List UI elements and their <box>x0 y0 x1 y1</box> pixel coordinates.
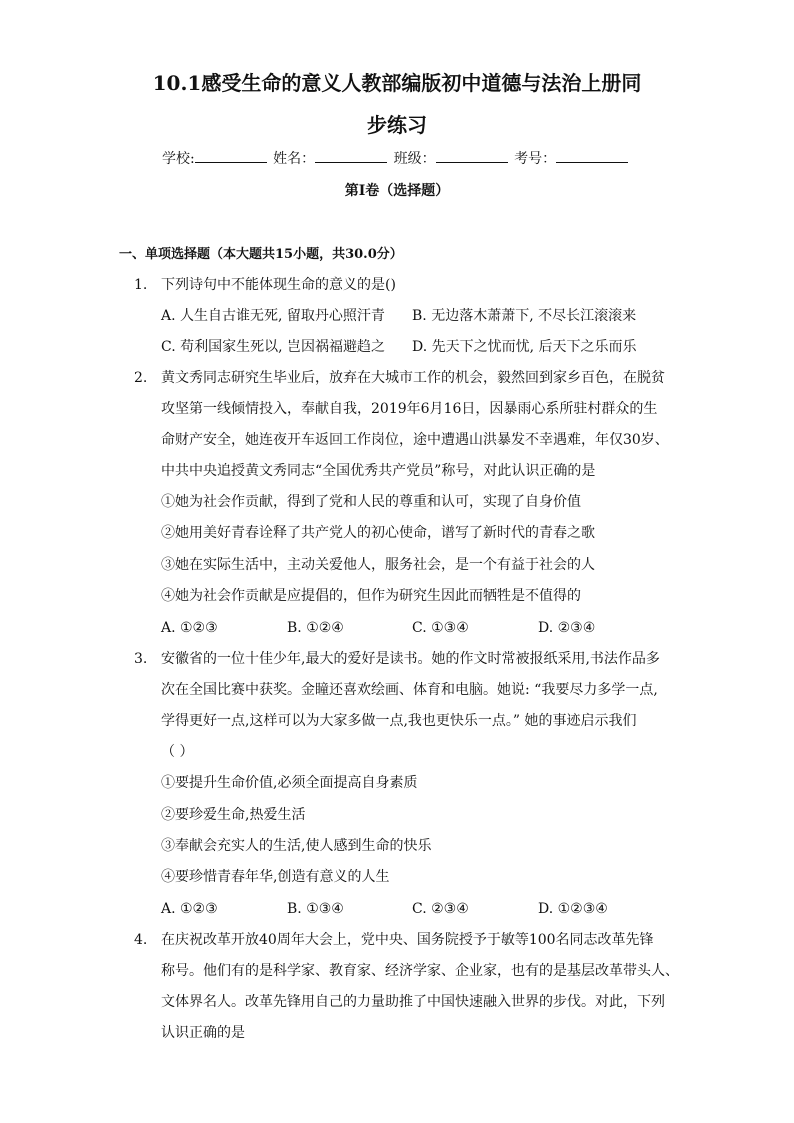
volume-heading: 第I卷（选择题） <box>344 183 450 199</box>
option-c: C. 苟利国家生死以, 岂因祸福避趋之 <box>161 339 386 355</box>
question-number: 1. <box>134 277 148 293</box>
option-b: B. ①②④ <box>287 620 344 636</box>
question-stem-line: 中共中央追授黄文秀同志“全国优秀共产党员”称号，对此认识正确的是 <box>161 463 596 479</box>
question-stem-line: 认识正确的是 <box>161 1025 245 1041</box>
school-label: 学校: <box>162 151 195 167</box>
question-stem-line: 命财产安全，她连夜开车返回工作岗位，途中遭遇山洪暴发不幸遇难，年仅30岁、 <box>161 432 669 448</box>
class-label: 班级： <box>393 151 436 167</box>
exam-number-label: 考号： <box>514 151 557 167</box>
question-number: 4. <box>134 932 148 948</box>
statement-item: ②要珍爱生命,热爱生活 <box>161 807 306 823</box>
option-d: D. 先天下之忧而忧, 后天下之乐而乐 <box>412 339 637 355</box>
question-stem-line: 称号。他们有的是科学家、教育家、经济学家、企业家，也有的是基层改革带头人、 <box>161 963 679 979</box>
statement-item: ②她用美好青春诠释了共产党人的初心使命，谱写了新时代的青春之歌 <box>161 525 595 541</box>
question-stem-line: 文体界名人。改革先锋用自己的力量助推了中国快速融入世界的步伐。对此，下列 <box>161 994 665 1010</box>
question-number: 3. <box>134 651 148 667</box>
statement-item: ④要珍惜青春年华,创造有意义的人生 <box>161 869 390 885</box>
option-d: D. ①②③④ <box>538 901 608 917</box>
option-c: C. ②③④ <box>412 901 469 917</box>
student-info-row <box>162 150 630 168</box>
option-a: A. ①②③ <box>161 620 218 636</box>
exam-number-blank <box>556 150 628 163</box>
question-stem-line: 在庆祝改革开放40周年大会上，党中央、国务院授予于敏等100名同志改革先锋 <box>161 932 654 948</box>
option-c: C. ①③④ <box>412 620 469 636</box>
option-b: B. ①③④ <box>287 901 344 917</box>
class-blank <box>436 150 508 163</box>
option-a: A. ①②③ <box>161 901 218 917</box>
question-stem-line: 次在全国比赛中获奖。金瞳还喜欢绘画、体育和电脑。她说: “我要尽力多学一点, <box>161 682 658 698</box>
answer-bracket: （ ） <box>161 744 194 760</box>
name-blank <box>315 150 387 163</box>
option-d: D. ②③④ <box>538 620 596 636</box>
statement-item: ④她为社会作贡献是应提倡的，但作为研究生因此而牺牲是不值得的 <box>161 588 581 604</box>
statement-item: ①要提升生命价值,必须全面提高自身素质 <box>161 775 418 791</box>
question-number: 2. <box>134 370 148 386</box>
statement-item: ③她在实际生活中，主动关爱他人，服务社会，是一个有益于社会的人 <box>161 557 595 573</box>
question-stem-line: 黄文秀同志研究生毕业后，放弃在大城市工作的机会，毅然回到家乡百色，在脱贫 <box>161 370 665 386</box>
document-title-line-1: 10.1感受生命的意义人教部编版初中道德与法治上册同 <box>152 71 642 95</box>
name-label: 姓名： <box>273 151 316 167</box>
question-stem-line: 下列诗句中不能体现生命的意义的是() <box>161 277 396 293</box>
section-heading: 一、单项选择题（本大题共15小题，共30.0分） <box>119 247 403 262</box>
school-blank <box>195 150 267 163</box>
question-stem-line: 学得更好一点,这样可以为大家多做一点,我也更快乐一点。” 她的事迹启示我们 <box>161 713 637 729</box>
statement-item: ③奉献会充实人的生活,使人感到生命的快乐 <box>161 838 432 854</box>
option-b: B. 无边落木萧萧下, 不尽长江滚滚来 <box>412 308 637 324</box>
document-title-line-2: 步练习 <box>367 113 427 137</box>
statement-item: ①她为社会作贡献，得到了党和人民的尊重和认可，实现了自身价值 <box>161 494 581 510</box>
question-stem-line: 安徽省的一位十佳少年,最大的爱好是读书。她的作文时常被报纸采用,书法作品多 <box>161 651 660 667</box>
option-a: A. 人生自古谁无死, 留取丹心照汗青 <box>161 308 385 324</box>
question-stem-line: 攻坚第一线倾情投入，奉献自我，2019年6月16日，因暴雨心系所驻村群众的生 <box>161 401 658 417</box>
